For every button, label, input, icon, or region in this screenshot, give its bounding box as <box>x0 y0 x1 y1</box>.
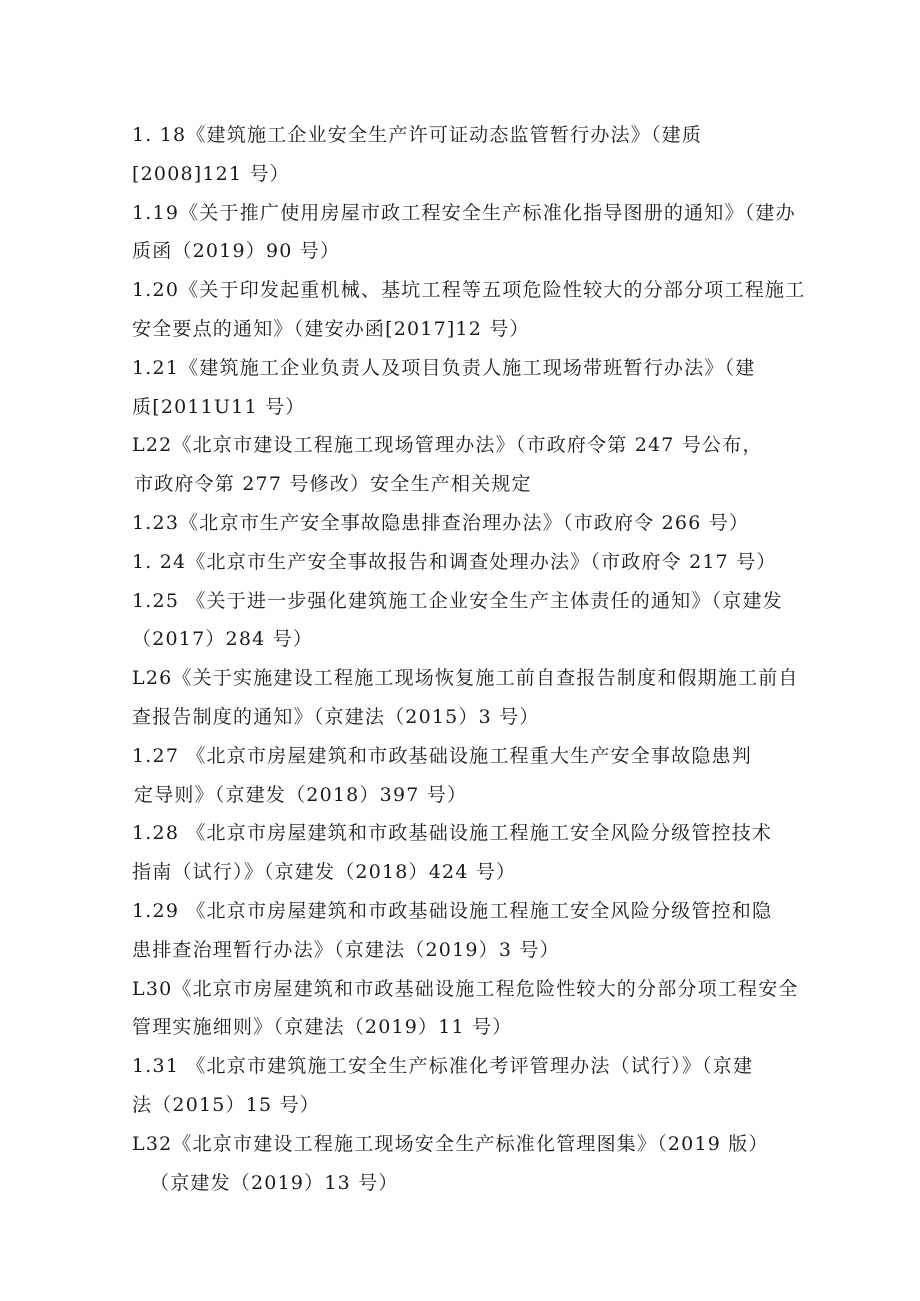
text-line: 市政府令第 277 号修改）安全生产相关规定 <box>134 473 532 496</box>
text-line: 1. 18《建筑施工企业安全生产许可证动态监管暂行办法》（建质 <box>132 124 703 146</box>
text-line: [2008]121 号） <box>132 162 290 185</box>
text-line: 1.21《建筑施工企业负责人及项目负责人施工现场带班暂行办法》（建 <box>132 356 756 379</box>
text-line: 1.31 《北京市建筑施工安全生产标准化考评管理办法（试行）》（京建 <box>132 1055 754 1078</box>
text-line: （京建发（2019）13 号） <box>150 1171 399 1194</box>
text-line: 1.25 《关于进一步强化建筑施工企业安全生产主体责任的通知》（京建发 <box>132 589 783 612</box>
text-line: L22《北京市建设工程施工现场管理办法》（市政府令第 247 号公布， <box>132 434 763 457</box>
text-line: 1.23《北京市生产安全事故隐患排查治理办法》（市政府令 266 号） <box>132 511 750 534</box>
text-line: 患排查治理暂行办法》（京建法（2019）3 号） <box>132 938 560 961</box>
text-line: 1.29 《北京市房屋建筑和市政基础设施工程施工安全风险分级管控和隐 <box>132 899 773 922</box>
text-line: 管理实施细则》（京建法（2019）11 号） <box>132 1016 513 1039</box>
text-line: 质[2011U11 号） <box>132 395 306 418</box>
text-line: 查报告制度的通知》（京建法（2015）3 号） <box>132 705 540 728</box>
text-line: L26《关于实施建设工程施工现场恢复施工前自查报告制度和假期施工前自 <box>132 667 799 690</box>
text-line: （2017）284 号） <box>132 628 314 651</box>
text-line: L32《北京市建设工程施工现场安全生产标准化管理图集》（2019 版） <box>132 1132 769 1155</box>
text-line: 1.19《关于推广使用房屋市政工程安全生产标准化指导图册的通知》（建办 <box>132 201 796 224</box>
text-line: 1. 24《北京市生产安全事故报告和调查处理办法》（市政府令 217 号） <box>132 550 777 573</box>
text-line: 定导则》（京建发（2018）397 号） <box>134 783 468 806</box>
text-line: 1.27 《北京市房屋建筑和市政基础设施工程重大生产安全事故隐患判 <box>132 744 752 767</box>
text-line: L30《北京市房屋建筑和市政基础设施工程危险性较大的分部分项工程安全 <box>132 977 799 1000</box>
regulation-list <box>132 116 806 1202</box>
text-line: 质函（2019）90 号） <box>132 240 341 263</box>
text-line: 指南（试行）》（京建发（2018）424 号） <box>132 861 517 884</box>
text-line: 安全要点的通知》（建安办函[2017]12 号） <box>132 317 530 340</box>
text-line: 1.28 《北京市房屋建筑和市政基础设施工程施工安全风险分级管控技术 <box>132 822 773 845</box>
text-line: 法（2015）15 号） <box>132 1093 320 1116</box>
text-line: 1.20《关于印发起重机械、基坑工程等五项危险性较大的分部分项工程施工 <box>132 279 806 302</box>
